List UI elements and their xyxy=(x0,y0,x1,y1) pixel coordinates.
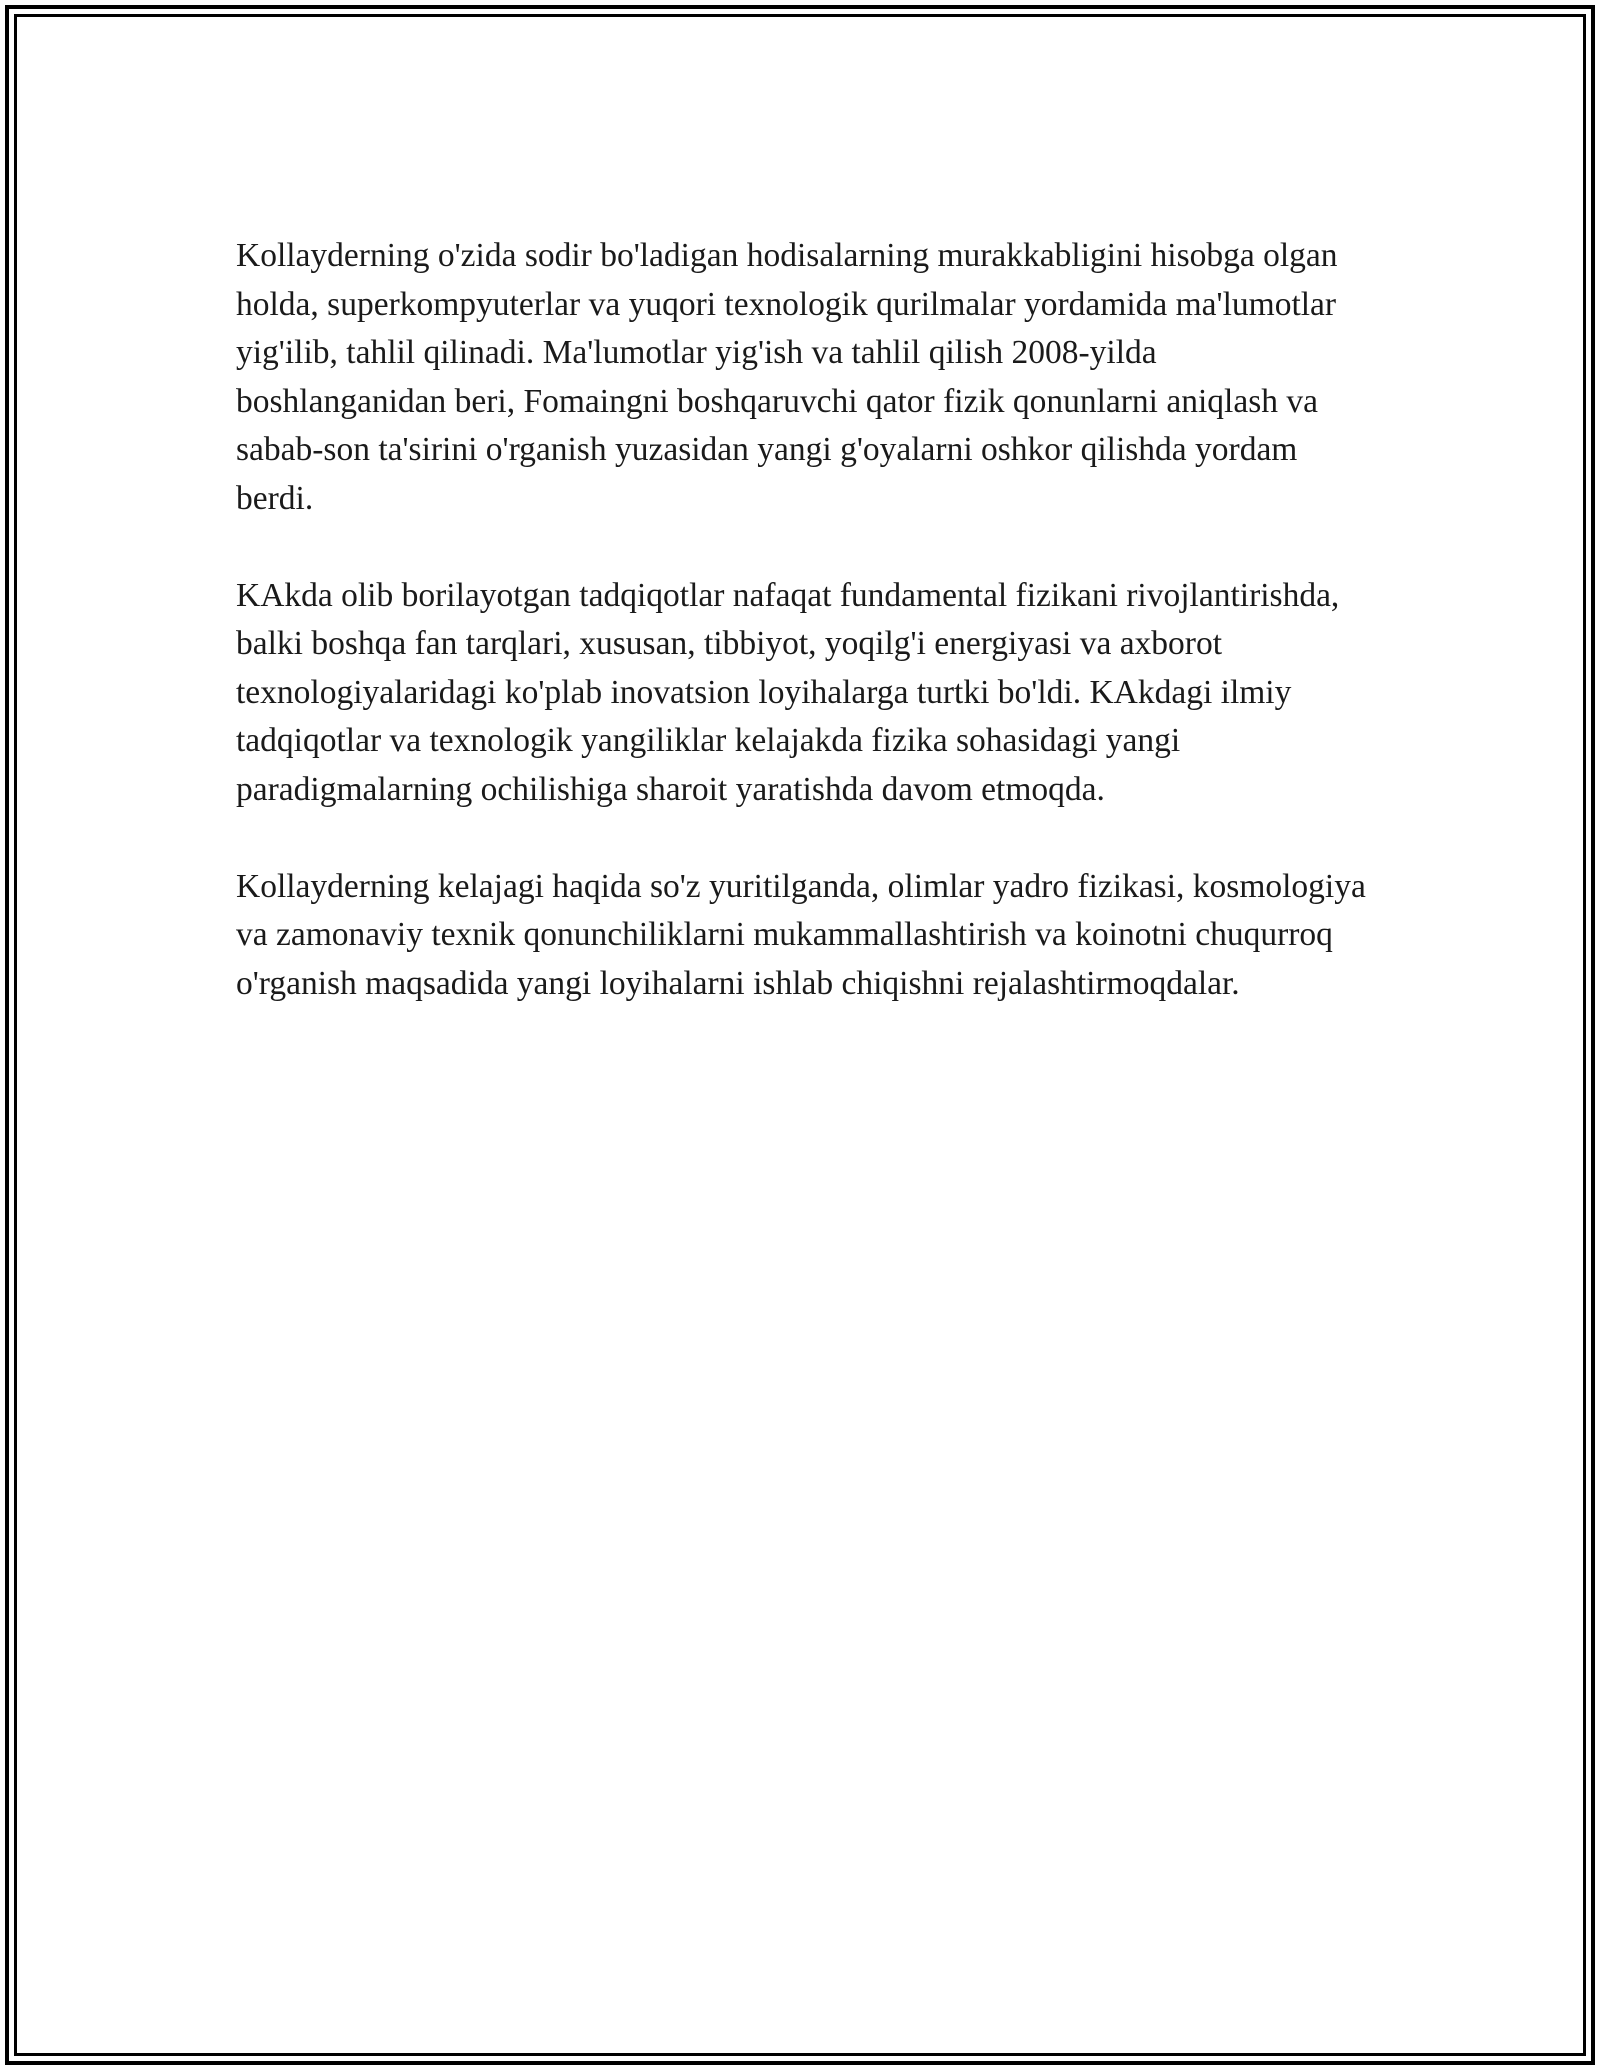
paragraph-3: Kollayderning kelajagi haqida so'z yuritilganda, olimlar yadro fizikasi, kosmologiya va zamonaviy texnik qonunchiliklarni mukammallashtirish va koinotni chuqurroq o'rganish maqsadida yangi loyihalarni ishlab chiqishni rejalashtirmoqdalar. xyxy=(236,867,1366,1002)
paragraph-2: KAkda olib borilayotgan tadqiqotlar nafaqat fundamental fizikani rivojlantirishda, balki boshqa fan tarqlari, xususan, tibbiyot, yoqilg'i energiyasi va axborot texnologiyalaridagi ko'plab inovatsion loyihalarga turtki bo'ldi. KAkdagi ilmiy tadqiqotlar va texnologik yangiliklar kelajakda fizika sohasidagi yangi paradigmalarning ochilishiga sharoit yaratishda davom etmoqda. xyxy=(236,576,1340,808)
document-body xyxy=(236,232,1366,1057)
paragraph-1: Kollayderning o'zida sodir bo'ladigan hodisalarning murakkabligini hisobga olgan holda, superkompyuterlar va yuqori texnologik qurilmalar yordamida ma'lumotlar yig'ilib, tahlil qilinadi. Ma'lumotlar yig'ish va tahlil qilish 2008-yilda boshlanganidan beri, Fomaingni boshqaruvchi qator fizik qonunlarni aniqlash va sabab-son ta'sirini o'rganish yuzasidan yangi g'oyalarni oshkor qilishda yordam berdi. xyxy=(236,237,1338,517)
